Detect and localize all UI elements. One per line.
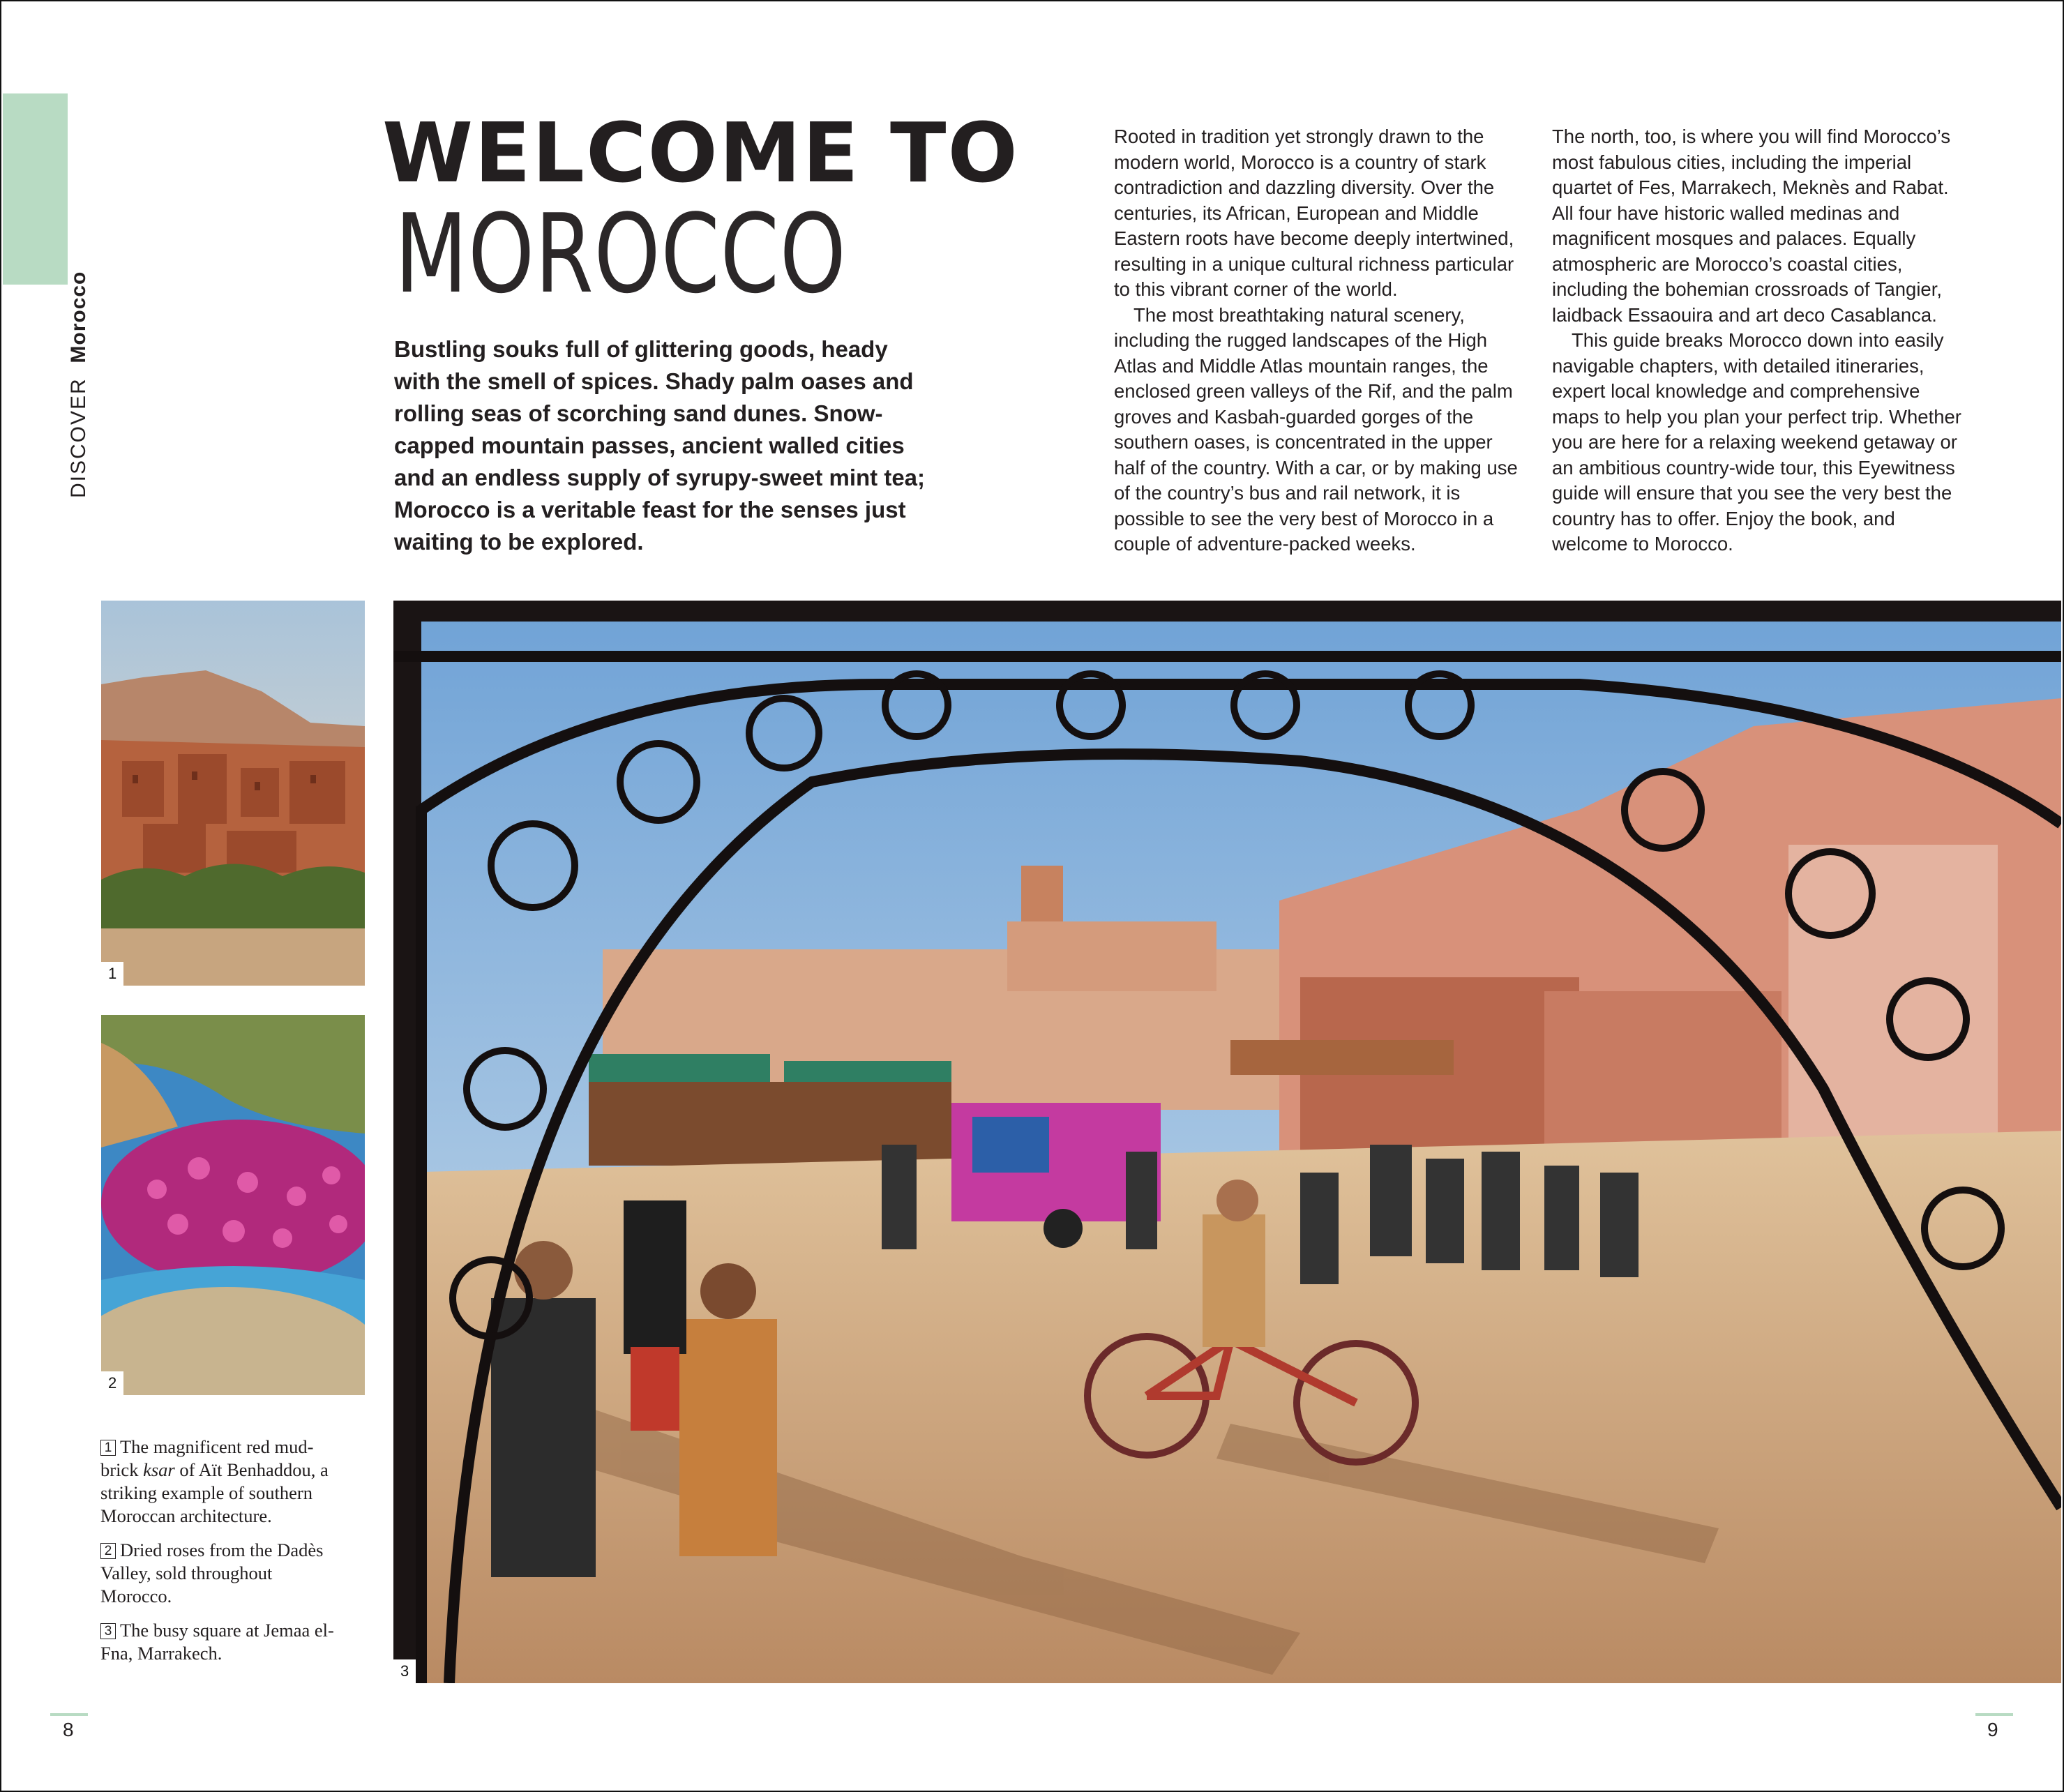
page-number-left: 8 bbox=[63, 1719, 74, 1740]
page-number-rule bbox=[50, 1713, 88, 1716]
section-name: DISCOVER bbox=[67, 377, 90, 498]
photo-number: 3 bbox=[393, 1659, 416, 1683]
caption-italic: ksar bbox=[143, 1459, 175, 1480]
caption-number: 3 bbox=[100, 1623, 116, 1639]
title-line-1: WELCOME TO bbox=[382, 105, 1019, 201]
body-column-2 bbox=[1552, 124, 1971, 557]
photo-jemaa-el-fna bbox=[393, 601, 2061, 1683]
photo-dried-roses bbox=[101, 1015, 365, 1395]
caption-text: The magnificent red mud-brick bbox=[100, 1436, 314, 1480]
title-line-2: MOROCCO bbox=[395, 190, 847, 317]
caption-number: 1 bbox=[100, 1440, 116, 1456]
section-label bbox=[67, 271, 91, 498]
section-topic: Morocco bbox=[67, 271, 90, 363]
caption-3 bbox=[100, 1619, 338, 1665]
body-paragraph: Rooted in tradition yet strongly drawn to the modern world, Morocco is a country of stark contradiction and dazzling diversity. Over the centuries, its African, European and Middle Eastern roots have become deeply intertwined, resulting in a unique cultural richness particular to this vibrant corner of the world. bbox=[1114, 126, 1514, 300]
body-paragraph: This guide breaks Morocco down into easily navigable chapters, with detailed itineraries, expert local knowledge and comprehensive maps to help you plan your perfect trip. Whether you are here for a relaxing weekend getaway or an ambitious country-wide tour, this Eyewitness guide will ensure that you see the very best the country has to offer. Enjoy the book, and welcome to Morocco. bbox=[1552, 329, 1961, 555]
page-number-right: 9 bbox=[1987, 1719, 1998, 1740]
kasbah-illustration bbox=[101, 601, 365, 986]
photo-number: 1 bbox=[101, 962, 123, 986]
photo-kasbah bbox=[101, 601, 365, 986]
body-paragraph: The north, too, is where you will find Morocco’s most fabulous cities, including the imperial quartet of Fes, Marrakech, Meknès and Rabat. All four have historic walled medinas and magnificent mosques and palaces. Equally atmospheric are Morocco’s coastal cities, including the bohemian crossroads of Tangier, laidback Essaouira and art deco Casablanca. bbox=[1552, 126, 1951, 326]
page-title bbox=[382, 105, 1019, 317]
photo-number: 2 bbox=[101, 1371, 123, 1395]
caption-number: 2 bbox=[100, 1543, 116, 1559]
roses-illustration bbox=[101, 1015, 365, 1395]
square-illustration bbox=[393, 601, 2061, 1683]
caption-text: of Aït Benhaddou, a striking example of southern Moroccan architecture. bbox=[100, 1459, 329, 1526]
caption-2 bbox=[100, 1539, 338, 1608]
caption-text: Dried roses from the Dadès Valley, sold throughout Morocco. bbox=[100, 1539, 324, 1606]
section-tab bbox=[3, 93, 68, 285]
body-column-1 bbox=[1114, 124, 1526, 557]
caption-text: The busy square at Jemaa el-Fna, Marrakech. bbox=[100, 1620, 334, 1664]
body-paragraph: The most breathtaking natural scenery, including the rugged landscapes of the High Atlas and Middle Atlas mountain ranges, the enclosed green valleys of the Rif, and the palm groves and Kasbah-guarded gorges of the southern oases, is concentrated in the upper half of the country. With a car, or by making use of the country’s bus and rail network, it is possible to see the very best of Morocco in a couple of adventure-packed weeks. bbox=[1114, 303, 1518, 555]
caption-1 bbox=[100, 1436, 338, 1528]
page-number-rule bbox=[1975, 1713, 2013, 1716]
intro-paragraph: Bustling souks full of glittering goods, heady with the smell of spices. Shady palm oases and rolling seas of scorching sand dunes. Snow-capped mountain passes, ancient walled cities and an endless supply of syrupy-sweet mint tea; Morocco is a veritable feast for the senses just waiting to be explored. bbox=[394, 336, 926, 555]
photo-captions bbox=[100, 1436, 338, 1676]
